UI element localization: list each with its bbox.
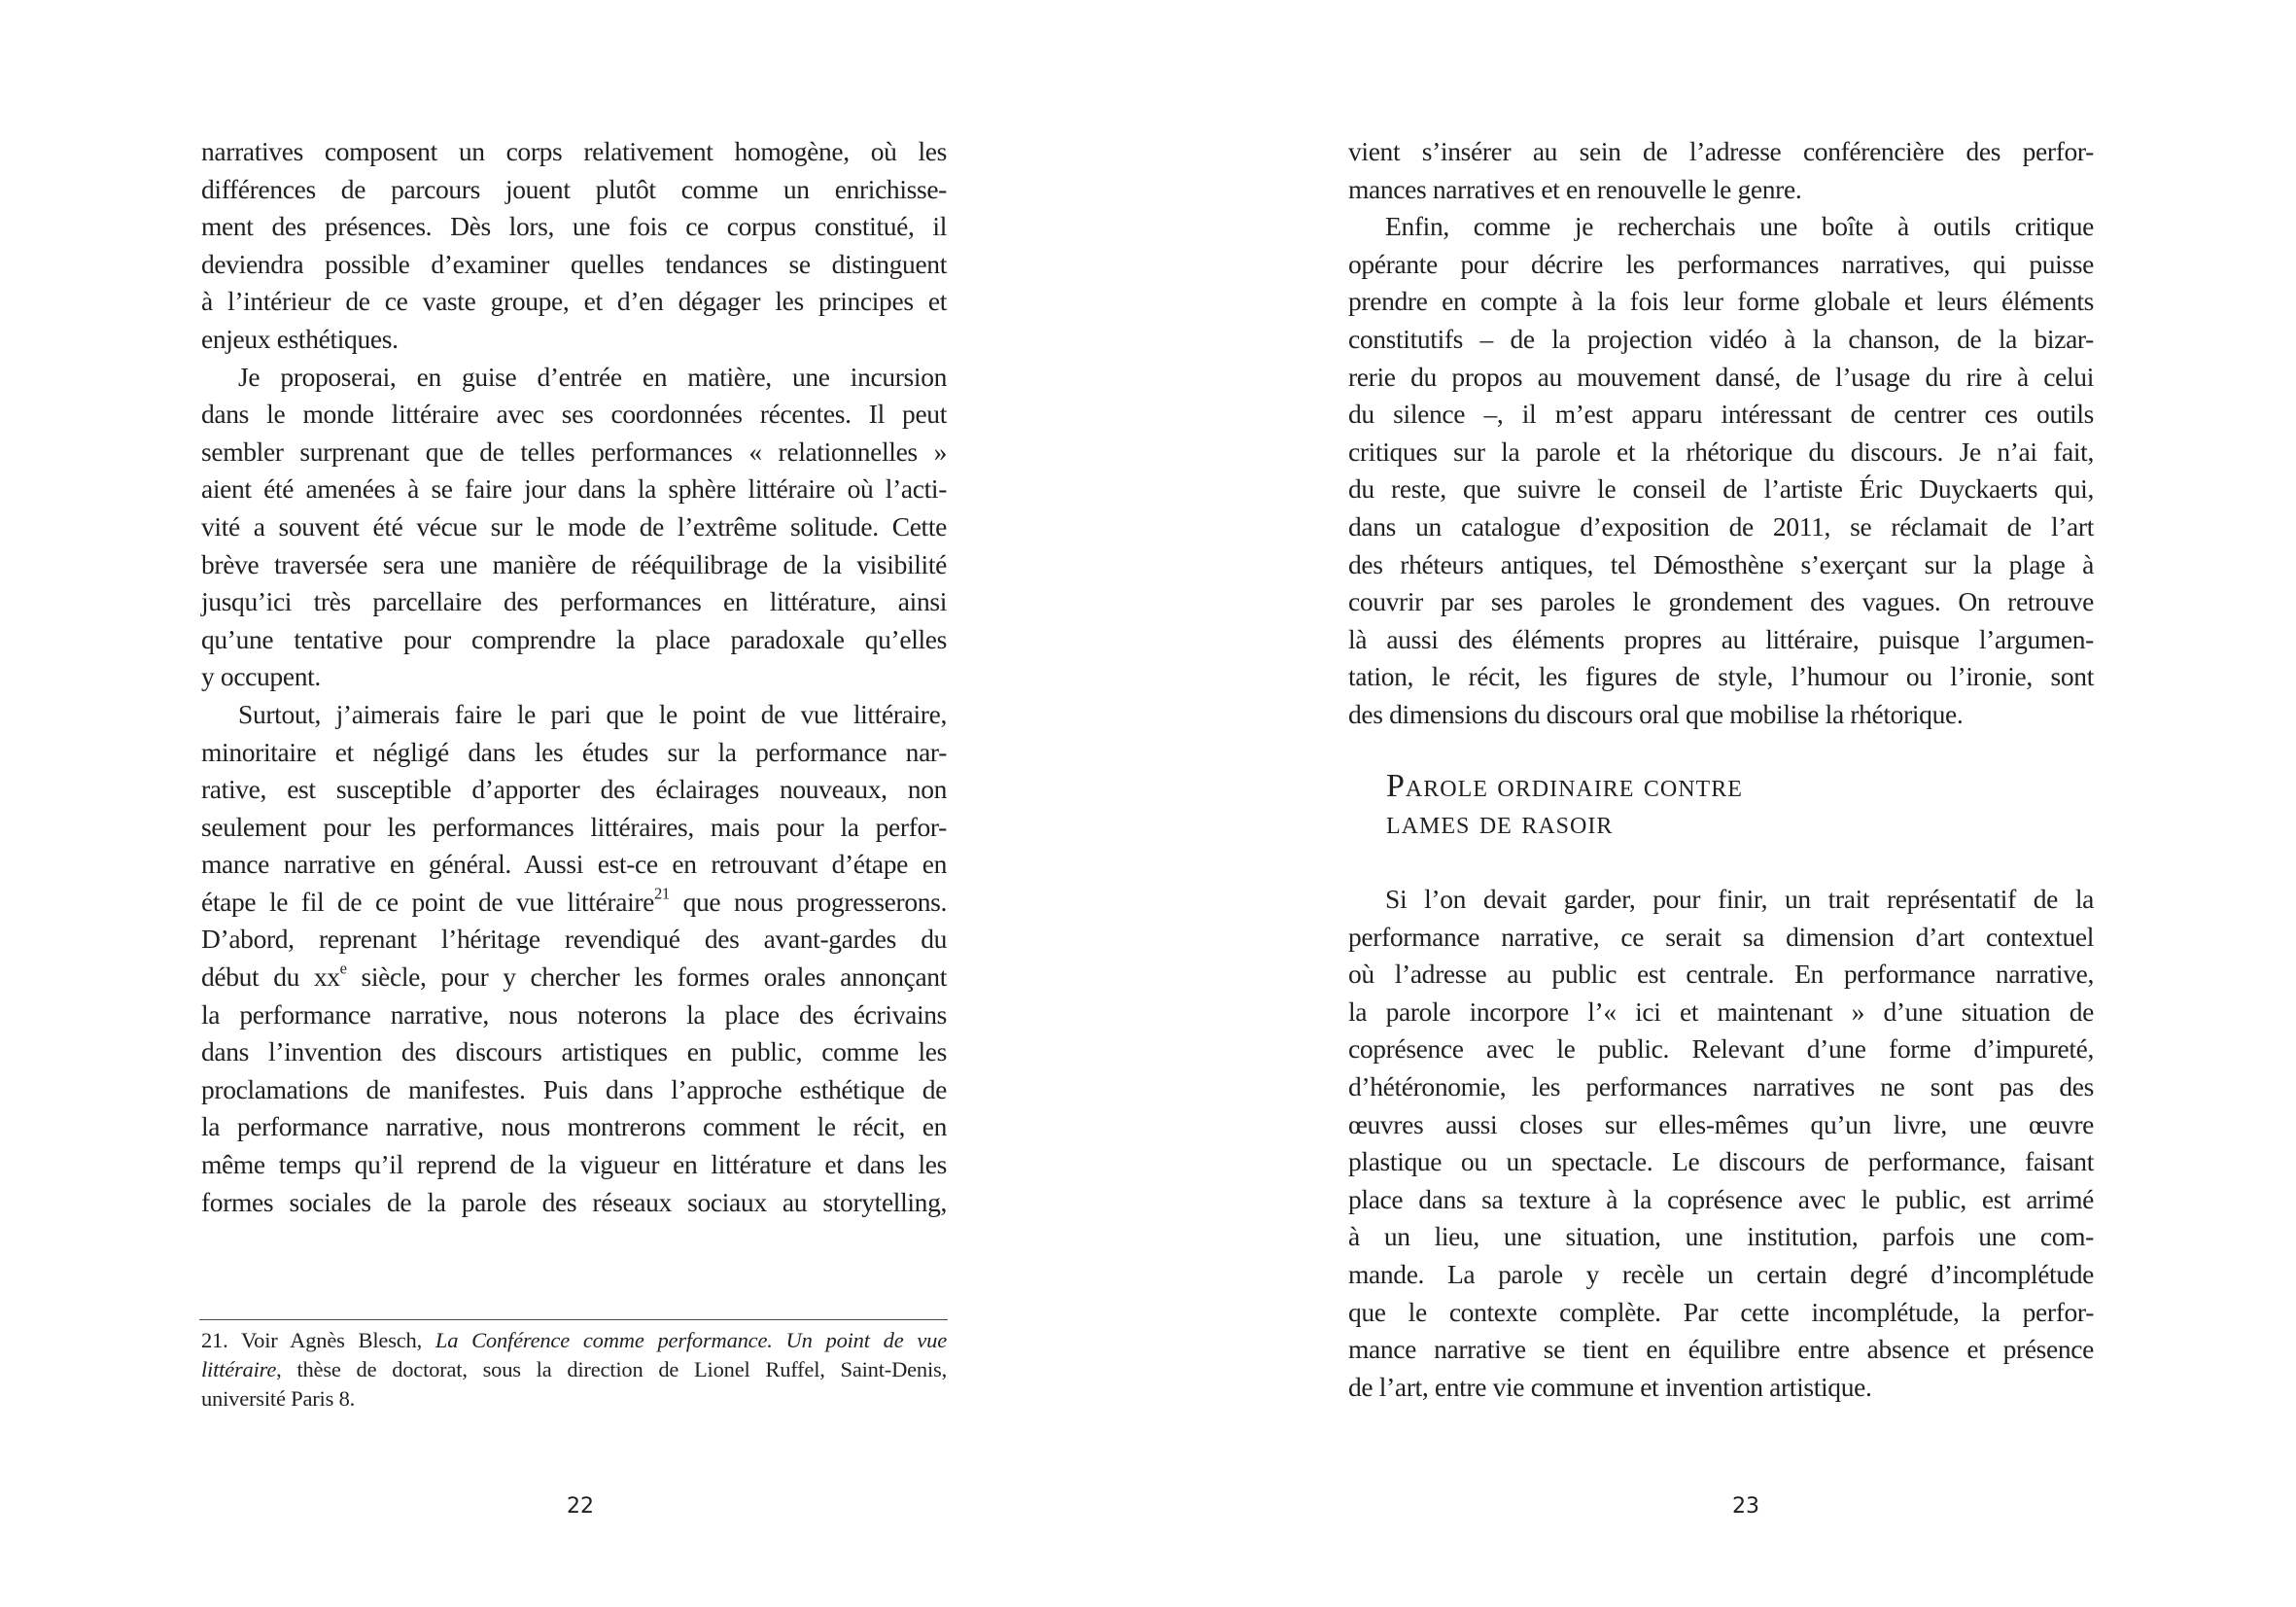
text-line: mances narratives et en renouvelle le genre. (1348, 173, 1802, 204)
text-line: étape le fil de ce point de vue littéraire$^{21}$ que nous progresserons. (201, 884, 947, 917)
text-line: coprésence avec le public. Relevant d’une forme d’impureté, (1348, 1033, 2094, 1065)
text-line: prendre en compte à la fois leur forme globale et leurs éléments (1348, 286, 2094, 317)
section-heading-line: lames de rasoir (1386, 805, 1614, 841)
text-line: des rhéteurs antiques, tel Démosthène s’exerçant sur la plage à (1348, 548, 2094, 579)
text-line: mande. La parole y recèle un certain degré d’incomplétude (1348, 1258, 2094, 1289)
text-line: performance narrative, ce serait sa dimension d’art contextuel (1348, 921, 2094, 952)
footnote-line: 21. Voir Agnès Blesch, La Conférence comme performance. Un point de vue (201, 1328, 947, 1352)
page-number-left: 22 (567, 1494, 594, 1519)
text-line: même temps qu’il reprend de la vigueur en littérature et dans les (201, 1149, 947, 1180)
text-line: tation, le récit, les figures de style, l’humour ou l’ironie, sont (1348, 661, 2094, 692)
text-line: de l’art, entre vie commune et invention artistique. (1348, 1371, 1872, 1402)
text-line: jusqu’ici très parcellaire des performances en littérature, ainsi (201, 586, 947, 617)
text-line: là aussi des éléments propres au littéraire, puisque l’argumen- (1348, 623, 2094, 654)
text-line: place dans sa texture à la coprésence avec le public, est arrimé (1348, 1183, 2094, 1214)
paragraph (1348, 208, 2094, 733)
text-line: enjeux esthétiques. (201, 323, 399, 354)
right-page-body-bottom (1348, 881, 2094, 1406)
text-line: opérante pour décrire les performances narratives, qui puisse (1348, 248, 2094, 279)
text-line: vité a souvent été vécue sur le mode de l’extrême solitude. Cette (201, 510, 947, 541)
text-line: couvrir par ses paroles le grondement des vagues. On retrouve (1348, 586, 2094, 617)
paragraph (1348, 881, 2094, 1406)
text-line: dans le monde littéraire avec ses coordonnées récentes. Il peut (201, 399, 947, 430)
text-line: à un lieu, une situation, une institution, parfois une com- (1348, 1221, 2094, 1252)
text-line: du reste, que suivre le conseil de l’artiste Éric Duyckaerts qui, (1348, 473, 2094, 505)
text-line: deviendra possible d’examiner quelles tendances se distinguent (201, 248, 947, 279)
paragraph (201, 133, 947, 359)
text-line: seulement pour les performances littéraires, mais pour la perfor- (201, 811, 947, 842)
text-line: début du $xx^e$ siècle, pour y chercher les formes orales annonçant (201, 959, 947, 993)
footnote-line: université Paris 8. (201, 1386, 356, 1411)
text-line: formes sociales de la parole des réseaux sociaux au storytelling, (201, 1186, 947, 1217)
right-page-body-top (1348, 133, 2094, 734)
text-line: mance narrative se tient en équilibre entre absence et présence (1348, 1334, 2094, 1365)
page-number-right: 23 (1732, 1494, 1759, 1519)
text-line: aient été amenées à se faire jour dans la sphère littéraire où l’acti- (201, 473, 947, 505)
text-line: minoritaire et négligé dans les études sur la performance nar- (201, 736, 947, 767)
superscript: e (339, 959, 347, 978)
text-line: Je proposerai, en guise d’entrée en matière, une incursion (238, 361, 947, 392)
text-line: brève traversée sera une manière de rééquilibrage de la visibilité (201, 548, 947, 579)
text-line: différences de parcours jouent plutôt comme un enrichisse- (201, 173, 947, 204)
section-heading (1386, 768, 1743, 842)
text-line: du silence –, il m’est apparu intéressant de centrer ces outils (1348, 399, 2094, 430)
text-line: rerie du propos au mouvement dansé, de l’usage du rire à celui (1348, 361, 2094, 392)
text-line: rative, est susceptible d’apporter des éclairages nouveaux, non (201, 774, 947, 805)
text-line: y occupent. (201, 661, 321, 692)
text-line: la performance narrative, nous noterons la place des écrivains (201, 998, 947, 1030)
text-line: narratives composent un corps relativement homogène, où les (201, 136, 947, 166)
text-line: d’hétéronomie, les performances narratives ne sont pas des (1348, 1070, 2094, 1101)
text-line: vient s’insérer au sein de l’adresse conférencière des perfor- (1348, 136, 2094, 166)
paragraph (201, 696, 947, 1221)
text-line: Si l’on devait garder, pour finir, un trait représentatif de la (1385, 884, 2094, 914)
text-line: à l’intérieur de ce vaste groupe, et d’en dégager les principes et (201, 286, 947, 317)
text-line: que le contexte complète. Par cette incomplétude, la perfor- (1348, 1296, 2094, 1327)
paragraph (201, 359, 947, 696)
left-page-body (201, 133, 947, 1221)
text-line: des dimensions du discours oral que mobilise la rhétorique. (1348, 698, 1964, 729)
text-line: constitutifs – de la projection vidéo à la chanson, de la bizar- (1348, 323, 2094, 354)
superscript: 21 (654, 884, 670, 903)
footnote-number: 21. (201, 1328, 228, 1352)
footnote-21 (201, 1326, 947, 1414)
text-line: où l’adresse au public est centrale. En performance narrative, (1348, 959, 2094, 990)
text-line: ment des présences. Dès lors, une fois ce corpus constitué, il (201, 211, 947, 242)
footnote-line: littéraire, thèse de doctorat, sous la direction de Lionel Ruffel, Saint-Denis, (201, 1357, 947, 1381)
section-heading-line: Parole ordinaire contre (1386, 768, 1743, 804)
footnote-separator (199, 1319, 948, 1320)
footnote-title: La Conférence comme performance. Un point de vue (435, 1328, 947, 1352)
text-line: qu’une tentative pour comprendre la place paradoxale qu’elles (201, 623, 947, 654)
text-line: la parole incorpore l’« ici et maintenant » d’une situation de (1348, 996, 2094, 1027)
text-line: Surtout, j’aimerais faire le pari que le point de vue littéraire, (238, 698, 947, 729)
text-line: œuvres aussi closes sur elles-mêmes qu’un livre, une œuvre (1348, 1108, 2094, 1139)
text-line: Enfin, comme je recherchais une boîte à outils critique (1385, 211, 2094, 242)
text-line: critiques sur la parole et la rhétorique du discours. Je n’ai fait, (1348, 436, 2094, 467)
text-line: plastique ou un spectacle. Le discours de performance, faisant (1348, 1146, 2094, 1177)
text-line: dans l’invention des discours artistiques en public, comme les (201, 1036, 947, 1067)
text-line: la performance narrative, nous montrerons comment le récit, en (201, 1111, 947, 1142)
text-line: dans un catalogue d’exposition de 2011, se réclamait de l’art (1348, 510, 2094, 541)
text-line: proclamations de manifestes. Puis dans l’approche esthétique de (201, 1073, 947, 1104)
text-line: mance narrative en général. Aussi est-ce en retrouvant d’étape en (201, 849, 947, 880)
footnote-title-cont: littéraire (201, 1357, 277, 1381)
text-line: sembler surprenant que de telles performances « relationnelles » (201, 436, 947, 467)
paragraph (1348, 133, 2094, 208)
text-line: D’abord, reprenant l’héritage revendiqué des avant-gardes du (201, 924, 947, 955)
